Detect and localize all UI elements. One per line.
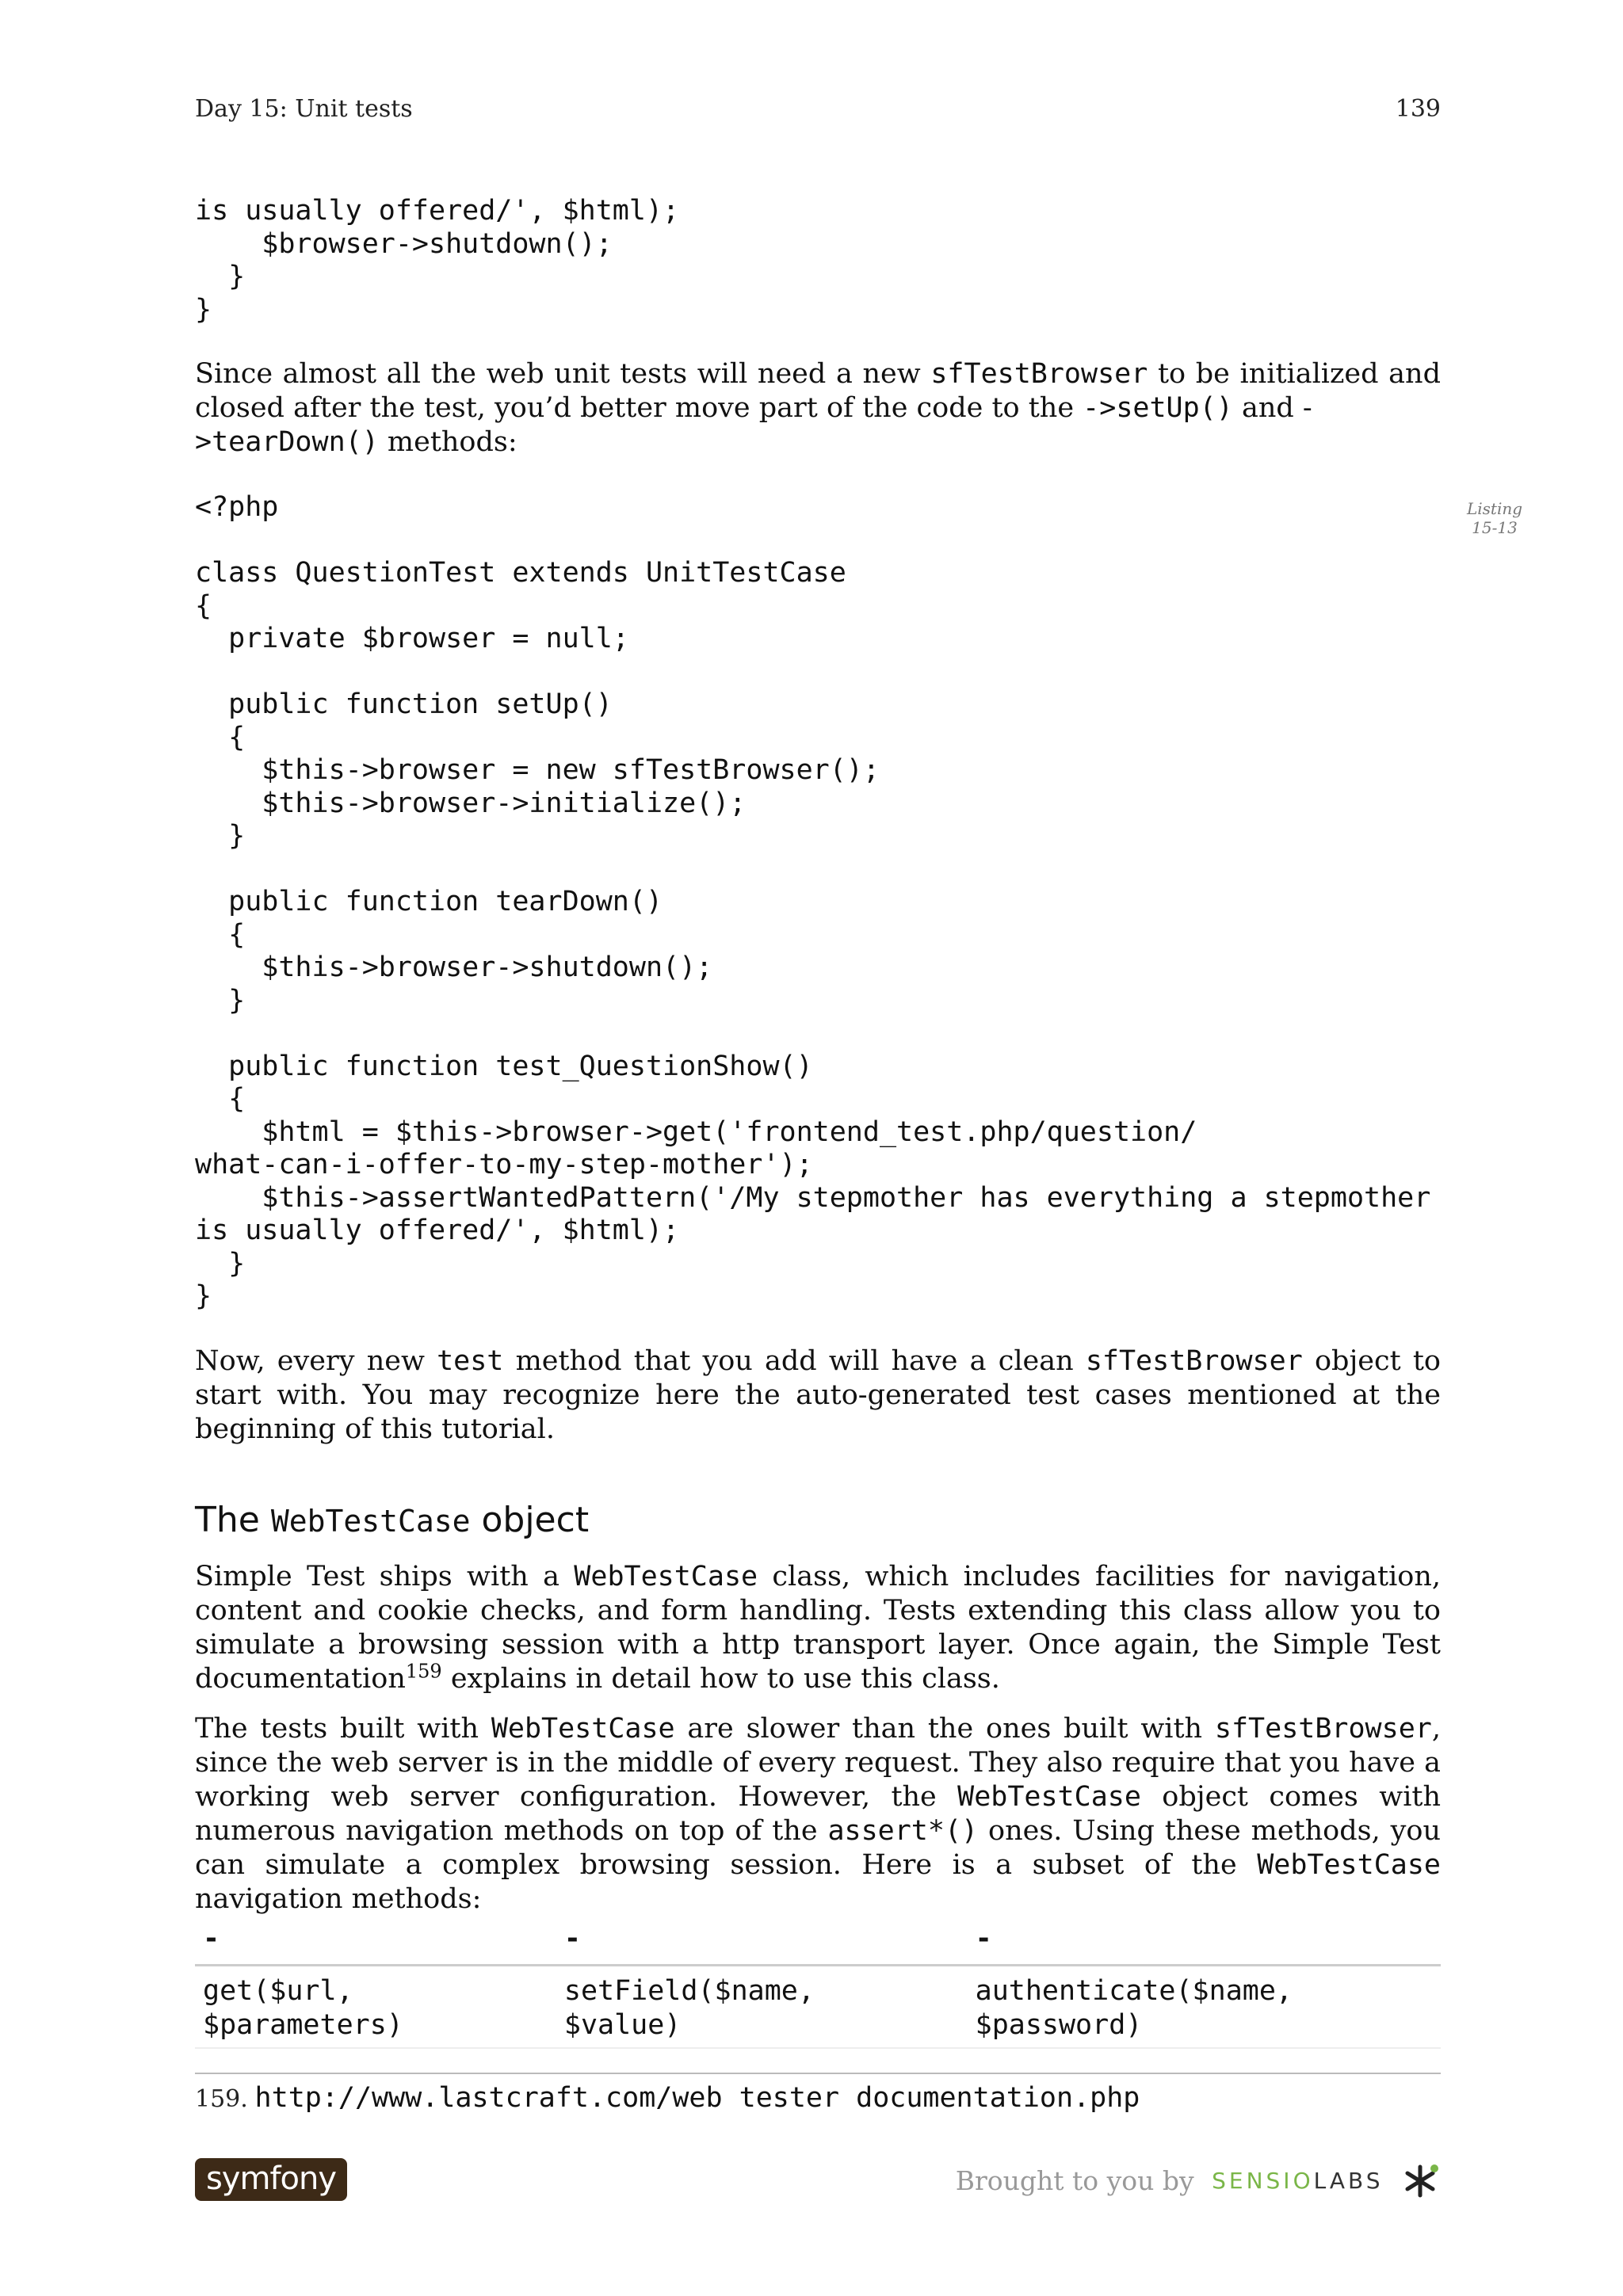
sensiolabs-logo: SENSIOLABS (1212, 2168, 1384, 2194)
paragraph-webtestcase-intro: Simple Test ships with a WebTestCase class, which includes facilities for navigation, content and cookie checks, and form handling. Tests extending this class allow you to simulate a browsing session with a http transport layer. Once again, the Simple Test documentation$^{159}$ explains in detail how to use this class. (195, 1561, 1442, 1695)
table-cell: setField($name, $value) (556, 1966, 968, 2049)
table-header-row (195, 1917, 1441, 1966)
table-cell: get($url, $parameters) (195, 1966, 556, 2049)
code-listing-15-13: <?php class QuestionTest extends UnitTestCase { private $browser = null; public function setUp() { $this->browser = new sfTestBrowser(); $this->browser->initialize(); } public function tearDown() { $this->browser->shutdown(); } public function test_QuestionShow() { $html = $this->browser->get('frontend_test.php/question/ what-can-i-offer-to-my-step-mother'); $this->assertWantedPattern('/My stepmother has everything a stepmother is usually offered/', $html); } } (195, 491, 1431, 1312)
navigation-methods-table (195, 1917, 1441, 2049)
brought-by-text: Brought to you by (955, 2165, 1194, 2196)
chapter-title: Day 15: Unit tests (195, 95, 413, 123)
table-header-cell: - (968, 1917, 1441, 1966)
section-heading: The WebTestCase object (195, 1500, 590, 1540)
table-header-cell: - (556, 1917, 968, 1966)
listing-label: Listing 15-13 (1466, 499, 1523, 537)
paragraph-clean-browser: Now, every new test method that you add will have a clean sfTestBrowser object to start with. You may recognize here the auto-generated test cases mentioned at the beginning of this tutorial. (195, 1345, 1441, 1445)
footnote-reference: 159 (405, 1660, 442, 1683)
document-page (195, 0, 1523, 2296)
table-row (195, 1966, 1441, 2049)
sensiolabs-star-icon (1400, 2161, 1441, 2202)
paragraph-setup-teardown: Since almost all the web unit tests will need a new sfTestBrowser to be initialized and closed after the test, you’d better move part of the code to the ->setUp() and - >tearDown() methods: (195, 358, 1441, 458)
symfony-logo: symfony (195, 2158, 347, 2201)
footnote-divider (195, 2073, 1441, 2074)
footnote (195, 2081, 1140, 2116)
code-block-continued: is usually offered/', $html); $browser->shutdown(); } } (195, 195, 680, 326)
paragraph-webtestcase-methods: The tests built with WebTestCase are slower than the ones built with sfTestBrowser, since the web server is in the middle of every request. They also require that you have a working web server configuration. However, the WebTestCase object comes with numerous navigation methods on top of the assert*() ones. Using these methods, you can simulate a complex browsing session. Here is a subset of the WebTestCase navigation methods: (195, 1713, 1441, 1915)
footnote-number: 159. (195, 2085, 248, 2113)
page-header (195, 95, 1441, 135)
table-header-cell: - (195, 1917, 556, 1966)
footnote-url: http://www.lastcraft.com/web tester documentation.php (254, 2082, 1140, 2114)
table-cell: authenticate($name, $password) (968, 1966, 1441, 2049)
sponsor-credit (956, 2158, 1441, 2201)
page-number: 139 (1395, 95, 1441, 123)
